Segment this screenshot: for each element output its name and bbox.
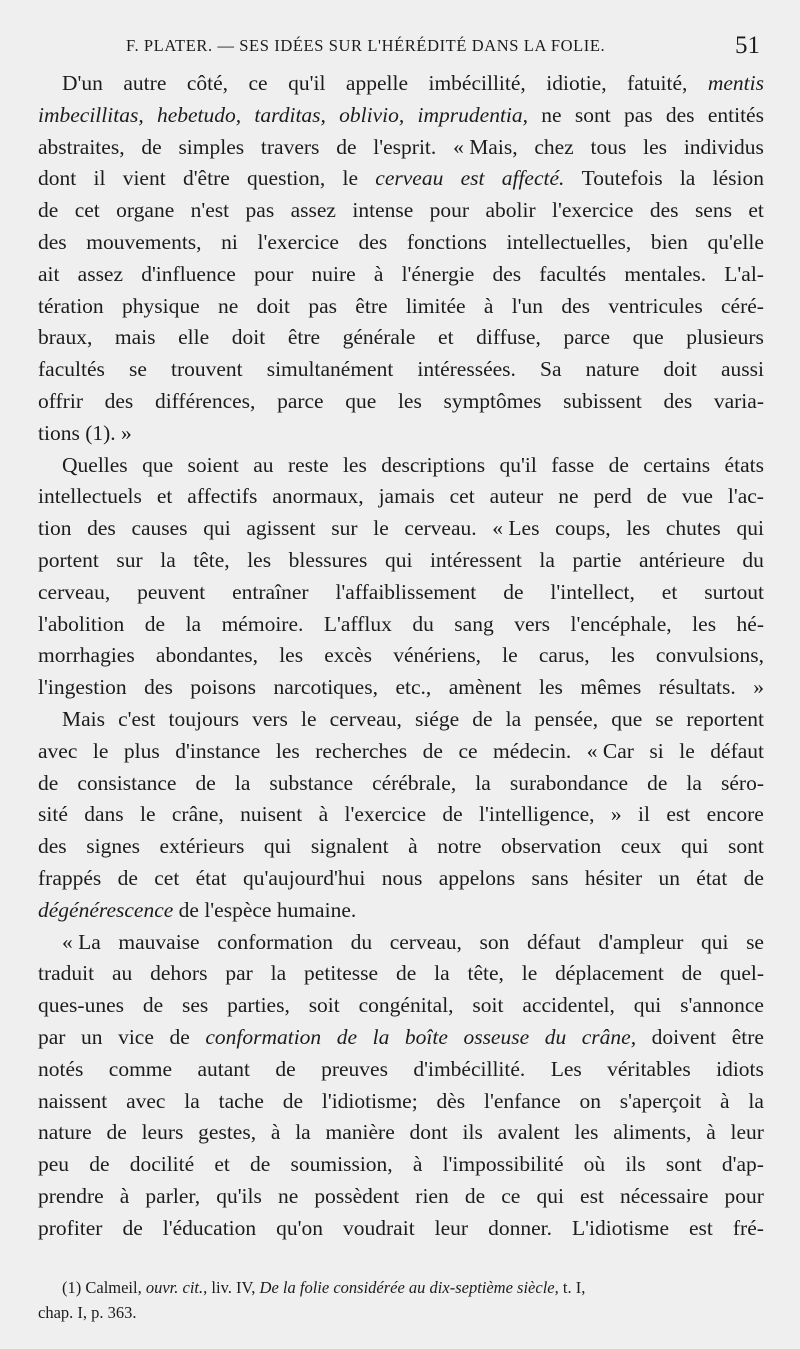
text-line: sité dans le crâne, nuisent à l'exercice de l'intelligence, » il est encore: [38, 802, 764, 827]
text-line: l'ingestion des poisons narcotiques, etc., amènent les mêmes résultats. »: [38, 675, 764, 700]
text-line: ait assez d'influence pour nuire à l'énergie des facultés mentales. L'al-: [38, 261, 764, 286]
text-line: dont il vient d'être question, le cerveau est affecté. Toutefois la lésion: [38, 166, 764, 191]
text-line: de consistance de la substance cérébrale, la surabondance de la séro-: [38, 770, 764, 795]
text-line: de cet organe n'est pas assez intense pour abolir l'exercice des sens et: [38, 198, 764, 223]
text-line: portent sur la tête, les blessures qui intéressent la partie antérieure du: [38, 547, 764, 572]
text-line: l'abolition de la mémoire. L'afflux du sang vers l'encéphale, les hé-: [38, 611, 764, 636]
text-line: naissent avec la tache de l'idiotisme; dès l'enfance on s'aperçoit à la: [38, 1088, 764, 1113]
text-line: offrir des différences, parce que les symptômes subissent des varia-: [38, 388, 764, 413]
text-line: tion des causes qui agissent sur le cerveau. « Les coups, les chutes qui: [38, 516, 764, 541]
text-line: dégénérescence de l'espèce humaine.: [38, 897, 357, 922]
text-line: cerveau, peuvent entraîner l'affaiblissement de l'intellect, et surtout: [38, 579, 764, 604]
running-title: F. PLATER. — SES IDÉES SUR L'HÉRÉDITÉ DANS LA FOLIE.: [126, 36, 606, 55]
text-line: notés comme autant de preuves d'imbécillité. Les véritables idiots: [38, 1056, 764, 1081]
text-line: braux, mais elle doit être générale et diffuse, parce que plusieurs: [38, 325, 764, 350]
text-line: Mais c'est toujours vers le cerveau, siége de la pensée, que se reportent: [62, 706, 764, 731]
text-line: imbecillitas, hebetudo, tarditas, oblivio, imprudentia, ne sont pas des entités: [38, 102, 764, 127]
text-line: des mouvements, ni l'exercice des fonctions intellectuelles, bien qu'elle: [38, 229, 764, 254]
footnote-line: chap. I, p. 363.: [38, 1303, 137, 1322]
text-line: tions (1). »: [38, 420, 132, 445]
text-line: tération physique ne doit pas être limitée à l'un des ventricules céré-: [38, 293, 764, 318]
text-line: prendre à parler, qu'ils ne possèdent rien de ce qui est nécessaire pour: [38, 1183, 764, 1208]
text-line: ques-unes de ses parties, soit congénital, soit accidentel, qui s'annonce: [38, 993, 764, 1018]
page-number: 51: [735, 32, 760, 59]
text-line: « La mauvaise conformation du cerveau, son défaut d'ampleur qui se: [62, 929, 764, 954]
body-text: [38, 68, 764, 1244]
text-line: Quelles que soient au reste les descriptions qu'il fasse de certains états: [62, 452, 764, 477]
text-line: facultés se trouvent simultanément intéressées. Sa nature doit aussi: [38, 357, 764, 382]
text-line: frappés de cet état qu'aujourd'hui nous appelons sans hésiter un état de: [38, 865, 764, 890]
text-line: des signes extérieurs qui signalent à notre observation ceux qui sont: [38, 834, 764, 859]
text-line: traduit au dehors par la petitesse de la tête, le déplacement de quel-: [38, 961, 764, 986]
text-line: morrhagies abondantes, les excès vénériens, le carus, les convulsions,: [38, 643, 764, 668]
text-line: D'un autre côté, ce qu'il appelle imbécillité, idiotie, fatuité, mentis: [62, 71, 764, 95]
text-line: avec le plus d'instance les recherches de ce médecin. « Car si le défaut: [38, 738, 764, 763]
footnote: [38, 1275, 764, 1325]
running-head: [36, 32, 764, 60]
text-line: intellectuels et affectifs anormaux, jamais cet auteur ne perd de vue l'ac-: [38, 484, 764, 509]
footnote-line: (1) Calmeil, ouvr. cit., liv. IV, De la folie considérée au dix-septième siècle, t. I,: [62, 1278, 586, 1297]
text-line: profiter de l'éducation qu'on voudrait leur donner. L'idiotisme est fré-: [38, 1215, 764, 1240]
text-line: par un vice de conformation de la boîte osseuse du crâne, doivent être: [38, 1024, 764, 1049]
text-line: peu de docilité et de soumission, à l'impossibilité où ils sont d'ap-: [38, 1152, 764, 1177]
text-line: abstraites, de simples travers de l'esprit. « Mais, chez tous les individus: [38, 134, 764, 159]
text-line: nature de leurs gestes, à la manière dont ils avalent les aliments, à leur: [38, 1120, 764, 1145]
